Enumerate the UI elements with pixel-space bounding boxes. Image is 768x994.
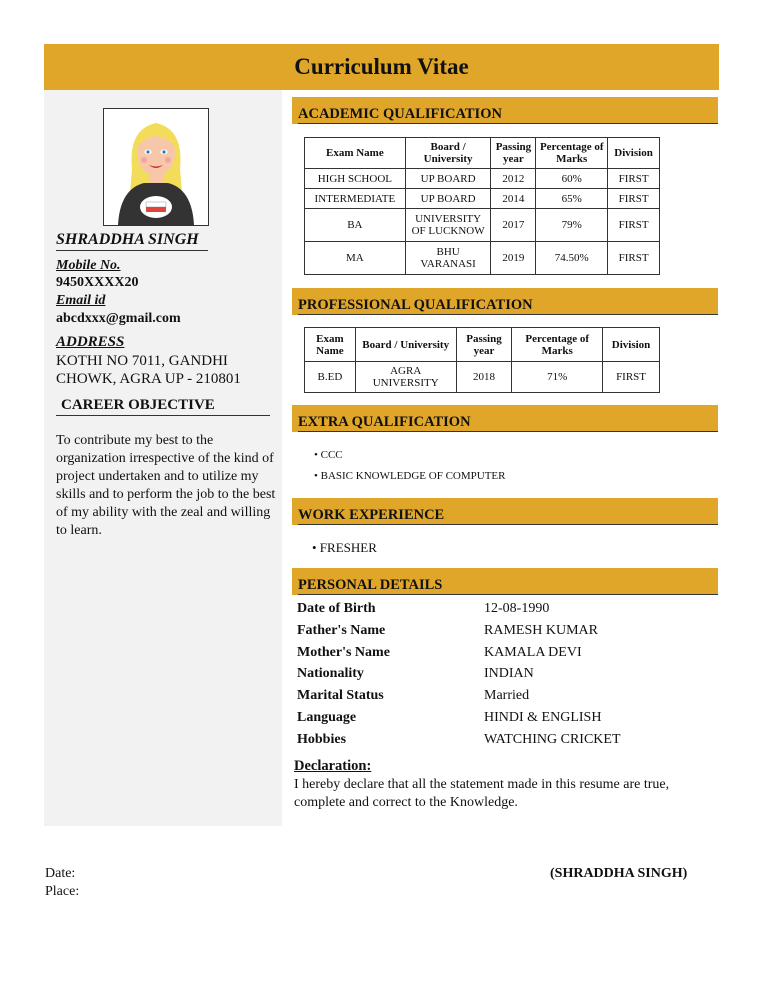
declaration-text: I hereby declare that all the statement made in this resume are true, complete and correct to the Knowledge.: [294, 777, 670, 810]
table-cell: FIRST: [608, 189, 660, 209]
detail-value: 12-08-1990: [484, 601, 550, 616]
table-row: [305, 362, 660, 393]
academic-table: [304, 137, 660, 275]
table-header: Board / University: [355, 328, 456, 362]
table-header: Division: [603, 328, 660, 362]
detail-label: Mother's Name: [297, 645, 390, 660]
address-label: ADDRESS: [56, 334, 125, 350]
page-title: Curriculum Vitae: [294, 54, 469, 79]
table-cell: 74.50%: [536, 242, 608, 275]
table-header: Percentage of Marks: [536, 138, 608, 169]
table-cell: INTERMEDIATE: [305, 189, 406, 209]
avatar-icon: [104, 109, 208, 225]
list-item: • FRESHER: [312, 540, 377, 555]
professional-table: [304, 327, 660, 393]
career-objective-heading: CAREER OBJECTIVE: [56, 397, 270, 416]
table-cell: 2017: [491, 209, 536, 242]
extra-heading-text: EXTRA QUALIFICATION: [298, 414, 471, 430]
detail-value: WATCHING CRICKET: [484, 732, 621, 747]
career-objective-text: To contribute my best to the organization irrespective of the kind of project undertaken and to utilize my skills and to perform the job to the best of my ability with the zeal and willing to learn.: [56, 433, 276, 538]
address-value: KOTHI NO 7011, GANDHI CHOWK, AGRA UP - 210801: [56, 353, 241, 387]
signature: (SHRADDHA SINGH): [550, 866, 688, 881]
place-label: Place:: [45, 884, 80, 899]
table-cell: FIRST: [608, 209, 660, 242]
table-cell: 2012: [491, 169, 536, 189]
detail-value: RAMESH KUMAR: [484, 623, 598, 638]
table-cell: BHU VARANASI: [405, 242, 491, 275]
table-cell: HIGH SCHOOL: [305, 169, 406, 189]
list-item: • BASIC KNOWLEDGE OF COMPUTER: [314, 470, 506, 482]
personal-heading: [292, 568, 718, 595]
table-row: [305, 189, 660, 209]
work-heading-text: WORK EXPERIENCE: [298, 507, 445, 523]
list-item: • CCC: [314, 449, 343, 461]
detail-label: Nationality: [297, 666, 364, 681]
table-cell: 2018: [456, 362, 512, 393]
table-cell: UP BOARD: [405, 189, 491, 209]
table-cell: UNIVERSITY OF LUCKNOW: [405, 209, 491, 242]
email-value: abcdxxx@gmail.com: [56, 311, 181, 326]
personal-heading-text: PERSONAL DETAILS: [298, 577, 443, 593]
table-cell: FIRST: [608, 242, 660, 275]
table-cell: MA: [305, 242, 406, 275]
divider: [56, 250, 208, 251]
table-cell: 71%: [512, 362, 603, 393]
detail-value: KAMALA DEVI: [484, 645, 582, 660]
table-cell: 60%: [536, 169, 608, 189]
table-header: Passing year: [456, 328, 512, 362]
table-header: Percentage of Marks: [512, 328, 603, 362]
table-row: [305, 169, 660, 189]
academic-heading-text: ACADEMIC QUALIFICATION: [298, 106, 502, 122]
table-header-row: [305, 328, 660, 362]
table-cell: AGRA UNIVERSITY: [355, 362, 456, 393]
mobile-label: Mobile No.: [56, 258, 121, 273]
detail-label: Father's Name: [297, 623, 386, 638]
table-cell: BA: [305, 209, 406, 242]
work-heading: [292, 498, 718, 525]
profile-photo: [103, 108, 209, 226]
detail-value: Married: [484, 688, 530, 703]
table-header-row: [305, 138, 660, 169]
detail-label: Marital Status: [297, 688, 384, 703]
profile-name: SHRADDHA SINGH: [56, 231, 199, 248]
detail-value: INDIAN: [484, 666, 534, 681]
detail-value: HINDI & ENGLISH: [484, 710, 602, 725]
table-cell: 65%: [536, 189, 608, 209]
extra-heading: [292, 405, 718, 432]
date-label: Date:: [45, 866, 76, 881]
table-cell: FIRST: [608, 169, 660, 189]
table-row: [305, 242, 660, 275]
title-bar: [44, 44, 719, 90]
table-cell: FIRST: [603, 362, 660, 393]
mobile-value: 9450XXXX20: [56, 275, 139, 290]
professional-heading-text: PROFESSIONAL QUALIFICATION: [298, 297, 533, 313]
detail-label: Hobbies: [297, 732, 347, 747]
table-cell: 2014: [491, 189, 536, 209]
table-cell: UP BOARD: [405, 169, 491, 189]
table-row: [305, 209, 660, 242]
professional-heading: [292, 288, 718, 315]
table-cell: 79%: [536, 209, 608, 242]
table-header: Division: [608, 138, 660, 169]
declaration-heading: Declaration:: [294, 758, 372, 774]
table-header: Board / University: [405, 138, 491, 169]
table-header: Exam Name: [305, 138, 406, 169]
email-label: Email id: [56, 293, 106, 308]
table-cell: B.ED: [305, 362, 356, 393]
detail-label: Date of Birth: [297, 601, 376, 616]
table-cell: 2019: [491, 242, 536, 275]
academic-heading: [292, 97, 718, 124]
table-header: Exam Name: [305, 328, 356, 362]
detail-label: Language: [297, 710, 357, 725]
table-header: Passing year: [491, 138, 536, 169]
